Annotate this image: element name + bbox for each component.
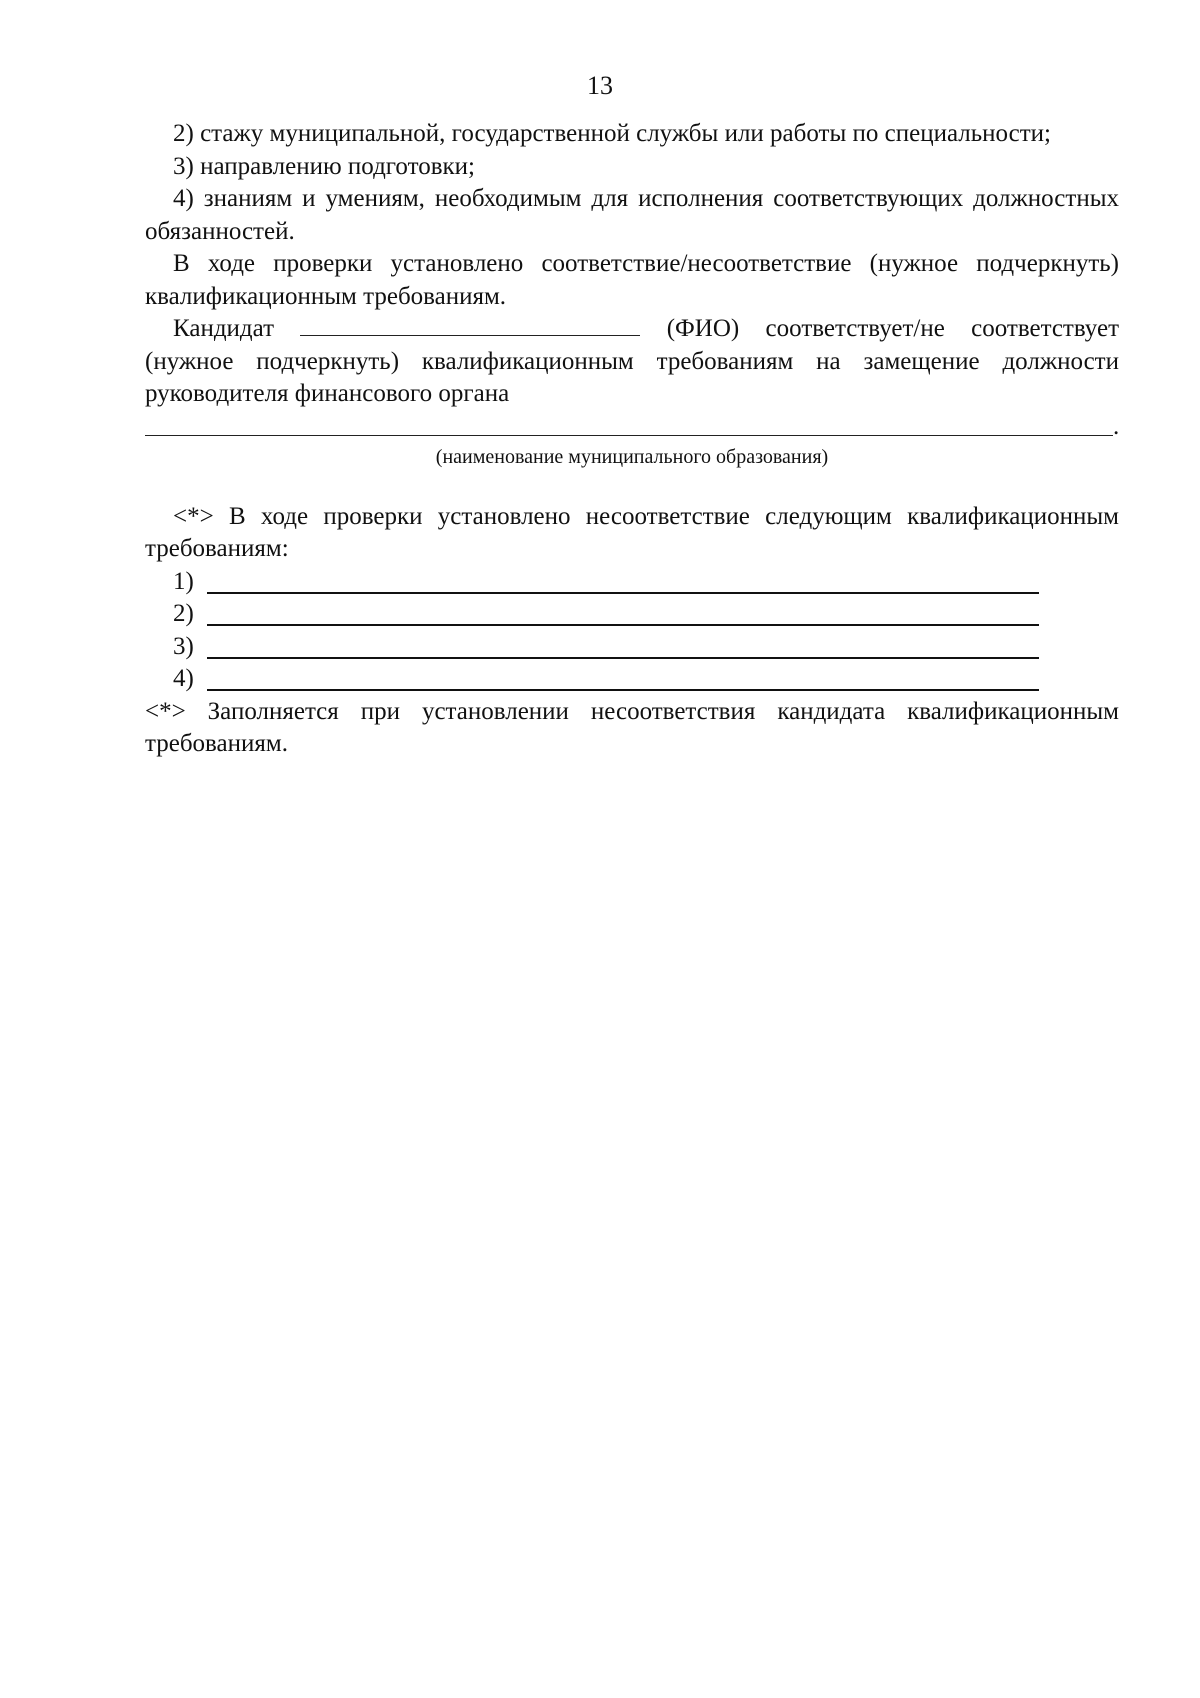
footnote-paragraph: <*> Заполняется при установлении несоответствия кандидата квалификационным требованиям. <box>145 697 1119 757</box>
candidate-fio-blank[interactable] <box>300 313 640 336</box>
mismatch-item-blank[interactable] <box>207 689 1039 691</box>
mismatch-item-blank[interactable] <box>207 657 1039 659</box>
mismatch-intro-paragraph: <*> В ходе проверки установлено несоответствие следующим квалификационным требованиям: <box>145 502 1119 562</box>
requirement-item-training: 3) направлению подготовки; <box>173 152 475 180</box>
mismatch-item-blank[interactable] <box>207 592 1039 594</box>
section-spacer <box>145 471 1119 501</box>
mismatch-item-row <box>145 566 1119 599</box>
candidate-paragraph <box>145 313 1119 411</box>
candidate-label: Кандидат <box>173 315 275 342</box>
candidate-conclusion-text: (ФИО) соответствует/не соответствует (нужное подчеркнуть) квалификационным требованиям на замещение должности руководителя финансового органа <box>145 315 1119 407</box>
mismatch-item-number: 1) <box>173 567 194 595</box>
mismatch-item-row <box>145 598 1119 631</box>
municipality-line-period: . <box>1113 412 1120 440</box>
mismatch-item-number: 3) <box>173 632 194 660</box>
requirement-item-experience: 2) стажу муниципальной, государственной службы или работы по специальности; <box>173 120 1052 147</box>
document-body <box>145 118 1119 761</box>
mismatch-item-row <box>145 663 1119 696</box>
requirement-item-skills: 4) знаниям и умениям, необходимым для исполнения соответствующих должностных обязанностей. <box>145 185 1119 245</box>
municipality-name-row <box>145 411 1119 443</box>
mismatch-item-blank[interactable] <box>207 624 1039 626</box>
municipality-caption: (наименование муниципального образования) <box>435 445 829 468</box>
mismatch-item-number: 4) <box>173 665 194 692</box>
check-result-paragraph: В ходе проверки установлено соответствие/несоответствие (нужное подчеркнуть) квалификационным требованиям. <box>145 250 1119 310</box>
mismatch-item-number: 2) <box>173 600 194 627</box>
page-number: 13 <box>587 71 613 100</box>
municipality-name-blank[interactable] <box>145 435 1113 436</box>
mismatch-item-row <box>145 631 1119 664</box>
